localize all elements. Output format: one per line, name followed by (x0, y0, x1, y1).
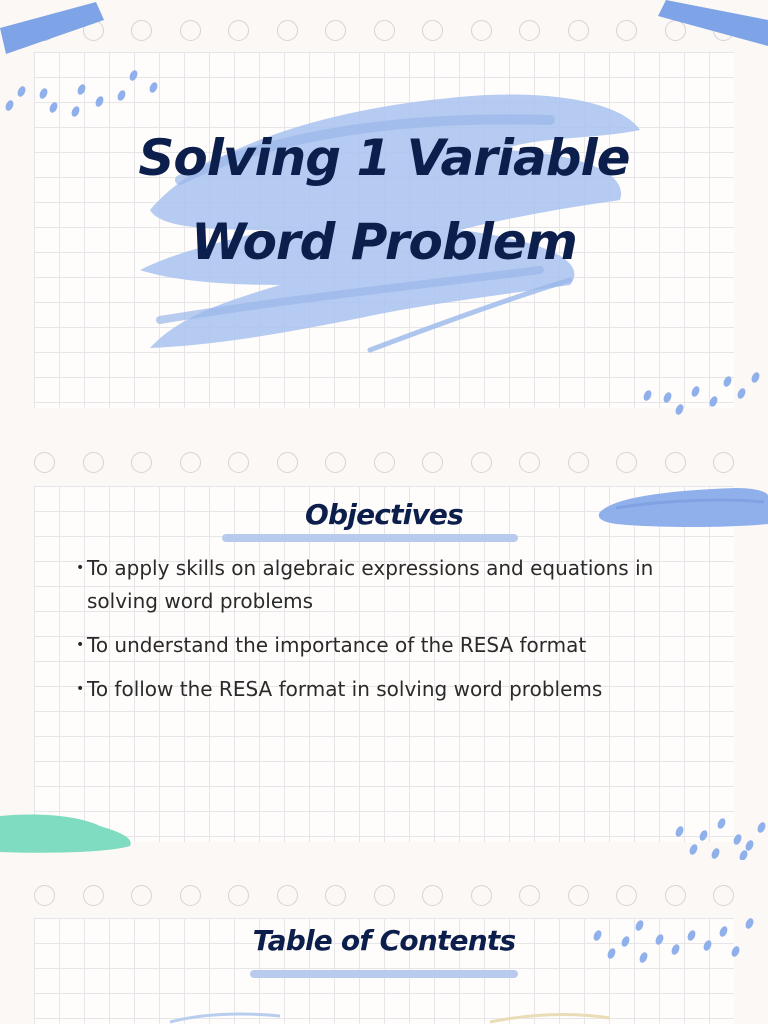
brush-hint-bottom (160, 1010, 620, 1024)
heading-underline (222, 534, 518, 542)
binder-holes (34, 20, 734, 41)
green-brush-swatch (0, 810, 140, 858)
list-item: • To follow the RESA format in solving word problems (76, 673, 716, 706)
title-line-2: Word Problem (191, 213, 577, 271)
list-item: • To apply skills on algebraic expressions and equations in solving word problems (76, 552, 716, 618)
objectives-list (76, 552, 716, 717)
binder-holes (34, 885, 734, 906)
toc-slide (0, 860, 768, 1024)
binder-holes (34, 452, 734, 473)
title-slide (0, 0, 768, 430)
tape-left (0, 0, 110, 60)
tape-right (658, 0, 768, 60)
title-line-1: Solving 1 Variable (138, 129, 630, 187)
list-item: • To understand the importance of the RESA format (76, 629, 716, 662)
objectives-heading: Objectives (305, 498, 463, 531)
objectives-slide (0, 430, 768, 860)
heading-underline (250, 970, 518, 978)
toc-heading: Table of Contents (252, 924, 516, 957)
